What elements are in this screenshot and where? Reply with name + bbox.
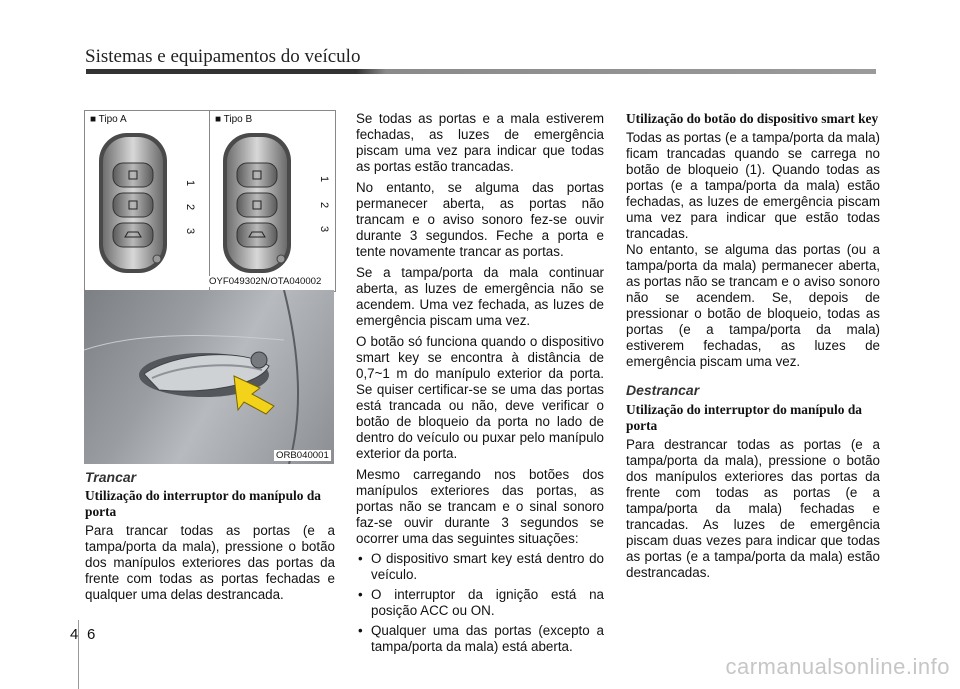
key-b-number-2: 2 bbox=[318, 201, 331, 209]
paragraph-lock-handle: Para trancar todas as portas (e a tampa/porta da mala), pressione o botão dos manípulos exteriores das portas da frente com todas as portas fechadas e qualquer uma delas destrancada. bbox=[85, 523, 335, 602]
key-a-number-2: 2 bbox=[184, 203, 197, 211]
header-rule bbox=[86, 69, 876, 74]
type-a-label: ■ Tipo A bbox=[90, 114, 127, 125]
type-b-label: ■ Tipo B bbox=[215, 114, 253, 125]
key-b-number-1: 1 bbox=[318, 175, 331, 183]
door-handle-photo bbox=[84, 290, 334, 464]
column-2 bbox=[356, 111, 604, 659]
list-item: • Qualquer uma das portas (excepto a tampa/porta da mala) está aberta. bbox=[356, 623, 604, 655]
key-b-number-3: 3 bbox=[318, 225, 331, 233]
paragraph: O botão só funciona quando o dispositivo smart key se encontra à distância de 0,7~1 m do manípulo exterior da porta. Se quiser certificar-se se uma das portas está trancada ou não, deve verificar o botão de bloqueio da porta no lado de dentro do veículo ou puxar pelo manípulo exterior da porta. bbox=[356, 334, 604, 461]
paragraph: Para destrancar todas as portas (e a tampa/porta da mala), pressione o botão dos manípulos exteriores das portas da frente com todas as portas (e a tampa/porta da mala) fechadas e trancadas. As luzes de emergência piscam duas vezes para indicar que todas as portas (e a tampa/porta da mala) estão destrancadas. bbox=[626, 437, 880, 580]
subhead-door-handle-lock: Utilização do interruptor do manípulo da porta bbox=[85, 488, 321, 519]
subhead-smart-key-button: Utilização do botão do dispositivo smart key bbox=[626, 111, 879, 126]
door-handle-drawing bbox=[84, 290, 334, 464]
smart-key-drawings bbox=[85, 111, 335, 291]
column-3 bbox=[626, 111, 880, 581]
paragraph: Se todas as portas e a mala estiverem fechadas, as luzes de emergência piscam uma vez para indicar que todas as portas estão trancadas. bbox=[356, 111, 604, 174]
key-a-number-1: 1 bbox=[184, 179, 197, 187]
conditions-list bbox=[356, 551, 604, 655]
paragraph: No entanto, se alguma das portas (ou a tampa/porta da mala) permanecer aberta, as portas não se trancam e o aviso sonoro não se acendem. Se, depois de pressionar o botão de bloqueio, todas as portas (e a tampa/porta da mala) estiverem fechadas, as luzes de emergência piscam uma vez. bbox=[626, 242, 880, 369]
key-a-number-3: 3 bbox=[184, 227, 197, 235]
footer-divider bbox=[78, 620, 79, 689]
page-header-title: Sistemas e equipamentos do veículo bbox=[85, 46, 361, 67]
paragraph: No entanto, se alguma das portas permanecer aberta, as portas não trancam e o aviso sonoro fez-se ouvir durante 3 segundos. Feche a porta e tente novamente trancar as portas. bbox=[356, 180, 604, 259]
smart-key-figure bbox=[84, 110, 336, 292]
key-a-drawing bbox=[99, 133, 167, 273]
top-figure-caption: OYF049302N/OTA040002 bbox=[209, 276, 322, 287]
watermark: carmanualsonline.info bbox=[725, 654, 950, 679]
section-number: 4 bbox=[70, 626, 79, 643]
list-item: • O interruptor da ignição está na posição ACC ou ON. bbox=[356, 587, 604, 619]
bottom-figure-caption: ORB040001 bbox=[276, 450, 329, 461]
column-1 bbox=[85, 469, 335, 603]
subhead-door-handle-unlock: Utilização do interruptor do manípulo da porta bbox=[626, 402, 862, 433]
key-b-drawing bbox=[223, 133, 291, 273]
section-title-trancar: Trancar bbox=[85, 469, 137, 485]
page-number: 6 bbox=[87, 626, 96, 643]
paragraph: Se a tampa/porta da mala continuar aberta, as luzes de emergência não se acendem. Uma vez fechada, as luzes de emergência piscam uma vez. bbox=[356, 265, 604, 328]
section-title-destrancar: Destrancar bbox=[626, 382, 700, 398]
list-item: • O dispositivo smart key está dentro do veículo. bbox=[356, 551, 604, 583]
paragraph: Todas as portas (e a tampa/porta da mala) ficam trancadas quando se carrega no botão de bloqueio (1). Quando todas as portas (e a tampa/porta da mala) estão fechadas, as luzes de emergência piscam uma vez para indicar que estão todas trancadas. bbox=[626, 130, 880, 241]
paragraph: Mesmo carregando nos botões dos manípulos exteriores das portas, as portas não se trancam e o sinal sonoro faz-se ouvir durante 3 segundos se ocorrer uma das seguintes situações: bbox=[356, 467, 604, 546]
